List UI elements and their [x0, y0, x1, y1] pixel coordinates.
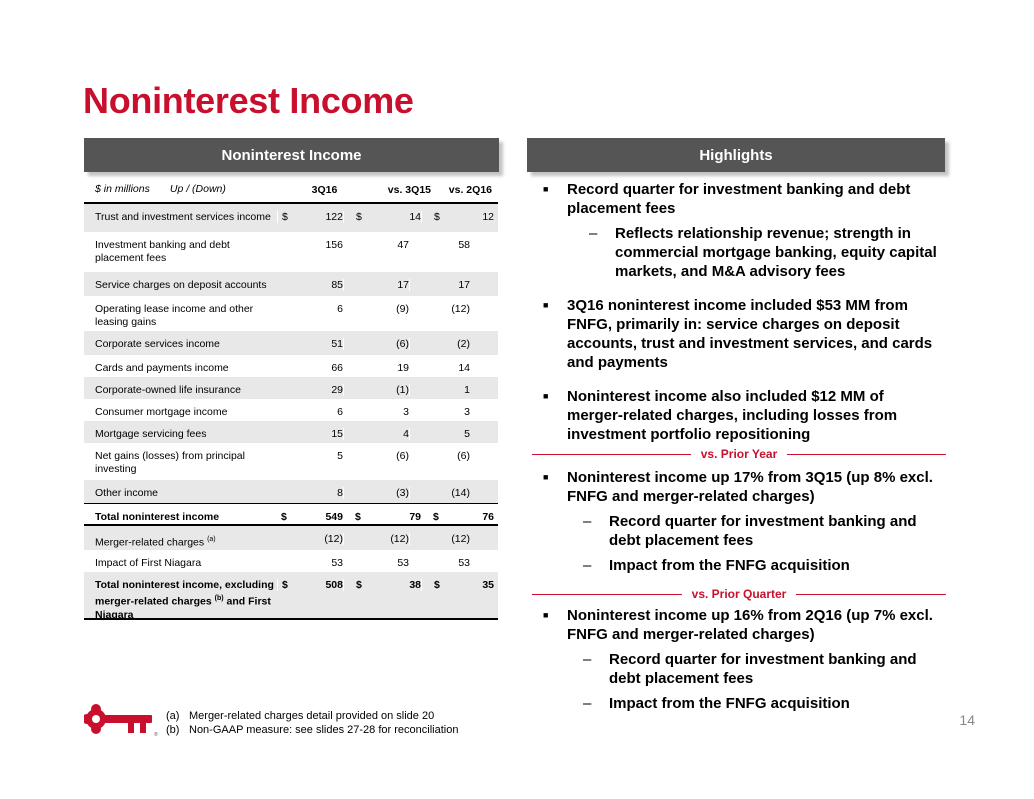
svg-text:®: ®: [154, 732, 158, 738]
table-total-row: Total noninterest income, excluding merger-related charges $^{(b)}$ and First Niagara $ 508 $ 38 $ 35: [84, 572, 498, 620]
highlight-group-2: [543, 468, 943, 575]
page-number: 14: [959, 712, 975, 728]
highlight-sub-bullet: – Reflects relationship revenue; strength in commercial mortgage banking, equity capital markets, and M&A advisory fees: [589, 225, 937, 280]
highlight-bullet: ■ Record quarter for investment banking and debt placement fees: [543, 181, 911, 217]
col-vs2q16-header: vs. 2Q16: [448, 183, 492, 196]
dash-icon: –: [583, 557, 592, 574]
table-total-row: Total noninterest income $ 549 $ 79 $ 76: [84, 503, 498, 527]
table-row: Net gains (losses) from principal investing 5 (6) (6): [95, 450, 470, 475]
square-bullet-icon: ■: [543, 300, 549, 310]
noninterest-income-table: [84, 177, 498, 527]
col-vs3q15-header: vs. 3Q15: [387, 183, 431, 196]
adjusted-income-table: [84, 524, 498, 620]
highlight-sub-bullet: – Impact from the FNFG acquisition: [583, 695, 850, 712]
table-row: Mortgage servicing fees 15 4 5: [84, 421, 498, 443]
highlight-bullet: ■ Noninterest income up 16% from 2Q16 (up 7% excl. FNFG and merger-related charges): [543, 607, 933, 643]
table-panel-header: Noninterest Income: [84, 138, 499, 172]
col-3q16-header: 3Q16: [311, 183, 338, 196]
highlight-sub-bullet: – Record quarter for investment banking and debt placement fees: [583, 651, 917, 687]
dash-icon: –: [583, 513, 592, 530]
page-title: Noninterest Income: [83, 80, 414, 121]
table-row: Merger-related charges $^{(a)}$ (12) (12) (12): [84, 526, 498, 550]
square-bullet-icon: ■: [543, 472, 549, 482]
table-row: Service charges on deposit accounts 85 17 17: [84, 272, 498, 296]
table-row: Corporate services income 51 (6) (2): [84, 331, 498, 355]
units-label: $ in millions Up / (Down): [95, 183, 226, 195]
highlight-bullet: ■ Noninterest income up 17% from 3Q15 (up 8% excl. FNFG and merger-related charges): [543, 469, 933, 505]
table-row: Trust and investment services income $ 122 $ 14 $ 12: [84, 204, 498, 232]
highlight-sub-bullet: – Impact from the FNFG acquisition: [583, 557, 850, 574]
footnote-b: (b) Non-GAAP measure: see slides 27-28 for reconciliation: [166, 724, 459, 736]
highlight-bullet: ■ Noninterest income also included $12 MM of merger-related charges, including losses from investment portfolio repositioning: [543, 388, 898, 443]
square-bullet-icon: ■: [543, 391, 549, 401]
table-row: Consumer mortgage income 6 3 3: [95, 406, 470, 418]
key-logo-icon: [84, 700, 159, 738]
footnote-a: (a) Merger-related charges detail provided on slide 20: [166, 710, 435, 722]
square-bullet-icon: ■: [543, 184, 549, 194]
prior-year-divider: vs. Prior Year: [532, 447, 946, 461]
dash-icon: –: [583, 695, 592, 712]
dash-icon: –: [583, 651, 592, 668]
highlights-panel-header: Highlights: [527, 138, 945, 172]
highlight-bullet: ■ 3Q16 noninterest income included $53 MM from FNFG, primarily in: service charges on deposit accounts, trust and investment services, and cards and payments: [543, 297, 933, 371]
highlight-group-1: [543, 180, 943, 444]
table-row: Operating lease income and other leasing gains 6 (9) (12): [95, 303, 470, 328]
square-bullet-icon: ■: [543, 610, 549, 620]
table-row: Investment banking and debt placement fees 156 47 58: [95, 239, 470, 264]
table-row: Impact of First Niagara 53 53 53: [95, 557, 470, 569]
table-header-row: [84, 177, 498, 204]
table-row: Other income 8 (3) (14): [84, 480, 498, 503]
table-row: Cards and payments income 66 19 14: [95, 362, 470, 374]
dash-icon: –: [589, 225, 598, 242]
highlight-group-3: [543, 606, 943, 713]
table-row: Corporate-owned life insurance 29 (1) 1: [84, 377, 498, 399]
highlight-sub-bullet: – Record quarter for investment banking and debt placement fees: [583, 513, 917, 549]
prior-quarter-divider: vs. Prior Quarter: [532, 587, 946, 601]
footnotes: [166, 709, 458, 737]
